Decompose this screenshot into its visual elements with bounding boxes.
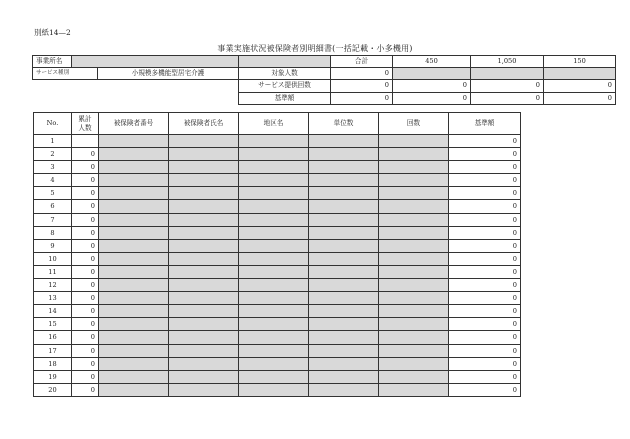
cumulative-count: 0 bbox=[72, 344, 99, 357]
district-field[interactable] bbox=[239, 357, 309, 370]
col-header-insured-number: 被保険者番号 bbox=[99, 113, 169, 135]
standard-amount: 0 bbox=[449, 200, 521, 213]
value-cell: 0 bbox=[471, 92, 544, 104]
insured-number-field[interactable] bbox=[99, 318, 169, 331]
units-field[interactable] bbox=[309, 213, 379, 226]
units-field[interactable] bbox=[309, 200, 379, 213]
table-row bbox=[34, 200, 521, 213]
row-number: 11 bbox=[34, 265, 72, 278]
row-number: 20 bbox=[34, 383, 72, 396]
cumulative-count: 0 bbox=[72, 213, 99, 226]
count-field[interactable] bbox=[379, 239, 449, 252]
detail-header-row bbox=[34, 113, 521, 135]
units-field[interactable] bbox=[309, 357, 379, 370]
cumulative-count: 0 bbox=[72, 331, 99, 344]
standard-amount: 0 bbox=[449, 305, 521, 318]
units-field[interactable] bbox=[309, 239, 379, 252]
insured-number-field[interactable] bbox=[99, 265, 169, 278]
unit-header-150: 150 bbox=[544, 56, 616, 68]
row-label: 対象人数 bbox=[239, 68, 331, 80]
row-number: 18 bbox=[34, 357, 72, 370]
table-row bbox=[34, 331, 521, 344]
cumulative-count: 0 bbox=[72, 174, 99, 187]
summary-row-standard-amount bbox=[33, 92, 616, 104]
summary-row-service-count bbox=[33, 80, 616, 92]
standard-amount: 0 bbox=[449, 252, 521, 265]
insured-number-field[interactable] bbox=[99, 279, 169, 292]
table-row bbox=[34, 135, 521, 148]
insured-name-field[interactable] bbox=[169, 226, 239, 239]
district-field[interactable] bbox=[239, 252, 309, 265]
table-row bbox=[34, 187, 521, 200]
standard-amount: 0 bbox=[449, 318, 521, 331]
row-number: 19 bbox=[34, 370, 72, 383]
value-cell: 0 bbox=[393, 92, 471, 104]
insured-name-field[interactable] bbox=[169, 148, 239, 161]
table-row bbox=[34, 226, 521, 239]
document-reference: 別紙14—2 bbox=[34, 28, 71, 37]
table-row bbox=[34, 239, 521, 252]
standard-amount: 0 bbox=[449, 383, 521, 396]
standard-amount: 0 bbox=[449, 344, 521, 357]
service-type-label: サービス種別 bbox=[33, 68, 98, 80]
row-number: 6 bbox=[34, 200, 72, 213]
standard-amount: 0 bbox=[449, 265, 521, 278]
count-field[interactable] bbox=[379, 226, 449, 239]
district-field[interactable] bbox=[239, 370, 309, 383]
value-cell: 0 bbox=[393, 80, 471, 92]
units-field[interactable] bbox=[309, 187, 379, 200]
insured-name-field[interactable] bbox=[169, 265, 239, 278]
district-field[interactable] bbox=[239, 265, 309, 278]
insured-number-field[interactable] bbox=[99, 305, 169, 318]
row-number: 12 bbox=[34, 279, 72, 292]
cumulative-count: 0 bbox=[72, 200, 99, 213]
standard-amount: 0 bbox=[449, 279, 521, 292]
count-field[interactable] bbox=[379, 213, 449, 226]
cumulative-count: 0 bbox=[72, 239, 99, 252]
insured-name-field[interactable] bbox=[169, 331, 239, 344]
units-field[interactable] bbox=[309, 161, 379, 174]
count-field[interactable] bbox=[379, 292, 449, 305]
insured-number-field[interactable] bbox=[99, 292, 169, 305]
insured-name-field[interactable] bbox=[169, 357, 239, 370]
units-field[interactable] bbox=[309, 331, 379, 344]
col-header-district: 地区名 bbox=[239, 113, 309, 135]
insured-number-field[interactable] bbox=[99, 135, 169, 148]
standard-amount: 0 bbox=[449, 148, 521, 161]
insured-number-field[interactable] bbox=[99, 187, 169, 200]
row-number: 3 bbox=[34, 161, 72, 174]
cumulative-count: 0 bbox=[72, 383, 99, 396]
district-field[interactable] bbox=[239, 213, 309, 226]
district-field[interactable] bbox=[239, 383, 309, 396]
count-field[interactable] bbox=[379, 174, 449, 187]
units-field[interactable] bbox=[309, 370, 379, 383]
row-number: 1 bbox=[34, 135, 72, 148]
table-row bbox=[34, 370, 521, 383]
standard-amount: 0 bbox=[449, 292, 521, 305]
cumulative-count: 0 bbox=[72, 148, 99, 161]
count-field[interactable] bbox=[379, 135, 449, 148]
cumulative-label-line1: 累計 bbox=[78, 114, 92, 123]
count-field[interactable] bbox=[379, 187, 449, 200]
district-field[interactable] bbox=[239, 135, 309, 148]
insured-number-field[interactable] bbox=[99, 226, 169, 239]
table-row bbox=[34, 383, 521, 396]
count-field[interactable] bbox=[379, 305, 449, 318]
units-field[interactable] bbox=[309, 279, 379, 292]
row-number: 9 bbox=[34, 239, 72, 252]
count-field[interactable] bbox=[379, 279, 449, 292]
standard-amount: 0 bbox=[449, 187, 521, 200]
count-field[interactable] bbox=[379, 318, 449, 331]
insured-number-field[interactable] bbox=[99, 252, 169, 265]
insured-name-field[interactable] bbox=[169, 161, 239, 174]
standard-amount: 0 bbox=[449, 239, 521, 252]
detail-table bbox=[33, 112, 521, 397]
col-header-standard: 基準額 bbox=[449, 113, 521, 135]
district-field[interactable] bbox=[239, 279, 309, 292]
units-field[interactable] bbox=[309, 174, 379, 187]
insured-number-field[interactable] bbox=[99, 161, 169, 174]
units-field[interactable] bbox=[309, 318, 379, 331]
count-field[interactable] bbox=[379, 200, 449, 213]
units-field[interactable] bbox=[309, 148, 379, 161]
standard-amount: 0 bbox=[449, 331, 521, 344]
table-row bbox=[34, 357, 521, 370]
insured-number-field[interactable] bbox=[99, 344, 169, 357]
col-header-cumulative bbox=[72, 113, 99, 135]
cumulative-count: 0 bbox=[72, 305, 99, 318]
col-header-insured-name: 被保険者氏名 bbox=[169, 113, 239, 135]
district-field[interactable] bbox=[239, 344, 309, 357]
insured-number-field[interactable] bbox=[99, 331, 169, 344]
cumulative-count: 0 bbox=[72, 265, 99, 278]
insured-number-field[interactable] bbox=[99, 213, 169, 226]
standard-amount: 0 bbox=[449, 174, 521, 187]
units-field[interactable] bbox=[309, 265, 379, 278]
count-field[interactable] bbox=[379, 252, 449, 265]
district-field[interactable] bbox=[239, 239, 309, 252]
insured-name-field[interactable] bbox=[169, 213, 239, 226]
cumulative-count: 0 bbox=[72, 252, 99, 265]
count-field[interactable] bbox=[379, 370, 449, 383]
row-number: 13 bbox=[34, 292, 72, 305]
standard-amount: 0 bbox=[449, 370, 521, 383]
standard-amount: 0 bbox=[449, 135, 521, 148]
row-number: 5 bbox=[34, 187, 72, 200]
insured-name-field[interactable] bbox=[169, 174, 239, 187]
office-name-field[interactable] bbox=[72, 56, 239, 68]
district-field[interactable] bbox=[239, 187, 309, 200]
district-field[interactable] bbox=[239, 318, 309, 331]
insured-name-field[interactable] bbox=[169, 344, 239, 357]
table-row bbox=[34, 318, 521, 331]
value-cell: 0 bbox=[544, 92, 616, 104]
district-field[interactable] bbox=[239, 331, 309, 344]
unit-header-1050: 1,050 bbox=[471, 56, 544, 68]
cumulative-count: 0 bbox=[72, 318, 99, 331]
cumulative-count: 0 bbox=[72, 161, 99, 174]
insured-name-field[interactable] bbox=[169, 305, 239, 318]
cumulative-count: 0 bbox=[72, 370, 99, 383]
standard-amount: 0 bbox=[449, 161, 521, 174]
row-number: 8 bbox=[34, 226, 72, 239]
district-field[interactable] bbox=[239, 200, 309, 213]
row-number: 17 bbox=[34, 344, 72, 357]
cumulative-count: 0 bbox=[72, 279, 99, 292]
table-row bbox=[34, 161, 521, 174]
cumulative-count: 0 bbox=[72, 187, 99, 200]
units-field[interactable] bbox=[309, 292, 379, 305]
standard-amount: 0 bbox=[449, 226, 521, 239]
detail-body bbox=[34, 135, 521, 397]
row-number: 14 bbox=[34, 305, 72, 318]
cumulative-count: 0 bbox=[72, 292, 99, 305]
insured-name-field[interactable] bbox=[169, 370, 239, 383]
insured-name-field[interactable] bbox=[169, 252, 239, 265]
insured-number-field[interactable] bbox=[99, 174, 169, 187]
district-field[interactable] bbox=[239, 292, 309, 305]
insured-number-field[interactable] bbox=[99, 357, 169, 370]
value-cell: 0 bbox=[331, 80, 393, 92]
count-field[interactable] bbox=[379, 357, 449, 370]
district-field[interactable] bbox=[239, 161, 309, 174]
insured-name-field[interactable] bbox=[169, 239, 239, 252]
table-row bbox=[34, 279, 521, 292]
value-cell: 0 bbox=[471, 80, 544, 92]
value-cell bbox=[393, 68, 471, 80]
col-header-units: 単位数 bbox=[309, 113, 379, 135]
table-row bbox=[34, 305, 521, 318]
row-label: 基準額 bbox=[239, 92, 331, 104]
value-cell: 0 bbox=[544, 80, 616, 92]
standard-amount: 0 bbox=[449, 213, 521, 226]
units-field[interactable] bbox=[309, 226, 379, 239]
table-row bbox=[34, 292, 521, 305]
unit-header-450: 450 bbox=[393, 56, 471, 68]
insured-name-field[interactable] bbox=[169, 279, 239, 292]
row-number: 16 bbox=[34, 331, 72, 344]
insured-name-field[interactable] bbox=[169, 318, 239, 331]
table-row bbox=[34, 213, 521, 226]
standard-amount: 0 bbox=[449, 357, 521, 370]
insured-number-field[interactable] bbox=[99, 200, 169, 213]
insured-name-field[interactable] bbox=[169, 200, 239, 213]
table-row bbox=[34, 174, 521, 187]
col-header-count: 回数 bbox=[379, 113, 449, 135]
insured-number-field[interactable] bbox=[99, 383, 169, 396]
table-row bbox=[34, 252, 521, 265]
row-number: 4 bbox=[34, 174, 72, 187]
count-field[interactable] bbox=[379, 148, 449, 161]
units-field[interactable] bbox=[309, 344, 379, 357]
document-title: 事業実施状況被保険者別明細書(一括記載・小多機用) bbox=[217, 44, 413, 53]
count-field[interactable] bbox=[379, 344, 449, 357]
total-header: 合計 bbox=[331, 56, 393, 68]
row-number: 2 bbox=[34, 148, 72, 161]
insured-number-field[interactable] bbox=[99, 148, 169, 161]
office-label: 事業所名 bbox=[33, 56, 72, 68]
insured-name-field[interactable] bbox=[169, 383, 239, 396]
district-field[interactable] bbox=[239, 305, 309, 318]
row-number: 15 bbox=[34, 318, 72, 331]
cumulative-count: 0 bbox=[72, 357, 99, 370]
table-row bbox=[34, 344, 521, 357]
count-field[interactable] bbox=[379, 331, 449, 344]
district-field[interactable] bbox=[239, 226, 309, 239]
cumulative-count: 0 bbox=[72, 226, 99, 239]
count-field[interactable] bbox=[379, 265, 449, 278]
district-field[interactable] bbox=[239, 174, 309, 187]
cumulative-count bbox=[72, 135, 99, 148]
insured-number-field[interactable] bbox=[99, 370, 169, 383]
summary-header-row bbox=[33, 56, 616, 68]
insured-name-field[interactable] bbox=[169, 135, 239, 148]
table-row bbox=[34, 265, 521, 278]
value-cell bbox=[471, 68, 544, 80]
insured-number-field[interactable] bbox=[99, 239, 169, 252]
row-label: サービス提供回数 bbox=[239, 80, 331, 92]
units-field[interactable] bbox=[309, 252, 379, 265]
value-cell bbox=[544, 68, 616, 80]
table-row bbox=[34, 148, 521, 161]
district-field[interactable] bbox=[239, 148, 309, 161]
insured-name-field[interactable] bbox=[169, 187, 239, 200]
units-field[interactable] bbox=[309, 383, 379, 396]
summary-table bbox=[32, 55, 616, 105]
row-number: 10 bbox=[34, 252, 72, 265]
units-field[interactable] bbox=[309, 135, 379, 148]
col-header-no: No. bbox=[34, 113, 72, 135]
value-cell: 0 bbox=[331, 92, 393, 104]
service-type-value: 小規模多機能型居宅介護 bbox=[98, 68, 239, 80]
units-field[interactable] bbox=[309, 305, 379, 318]
cumulative-label-line2: 人数 bbox=[78, 123, 92, 132]
row-number: 7 bbox=[34, 213, 72, 226]
summary-row-target-count bbox=[33, 68, 616, 80]
count-field[interactable] bbox=[379, 161, 449, 174]
value-cell: 0 bbox=[331, 68, 393, 80]
summary-blank-cell bbox=[239, 56, 331, 68]
count-field[interactable] bbox=[379, 383, 449, 396]
insured-name-field[interactable] bbox=[169, 292, 239, 305]
